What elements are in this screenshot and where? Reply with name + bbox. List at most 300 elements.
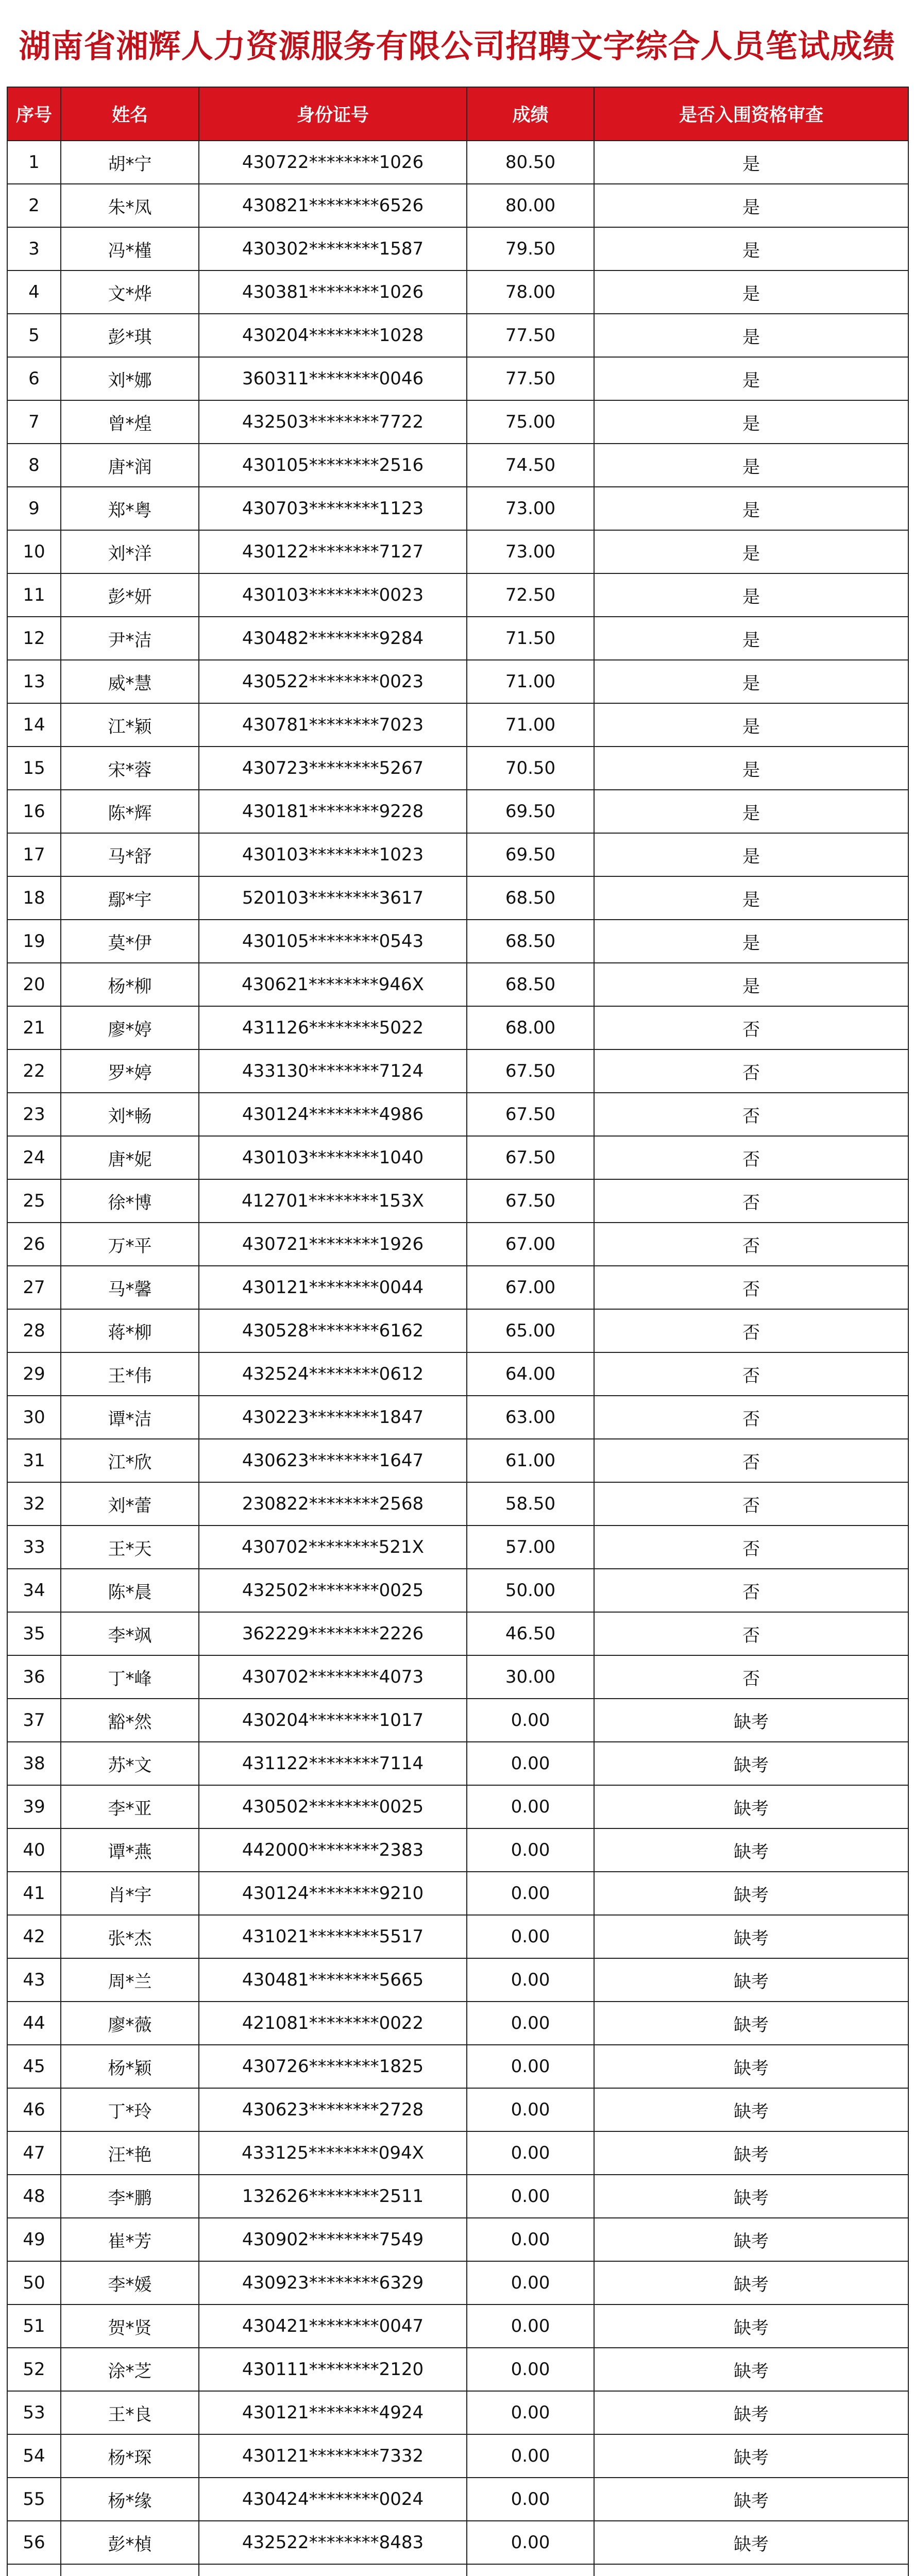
cell-score: 0.00 (467, 2175, 594, 2218)
table-row (7, 1049, 908, 1093)
cell-name: 彭*妍 (61, 573, 199, 617)
cell-id-number: 430181********9228 (199, 790, 467, 833)
cell-shortlisted: 缺考 (594, 2002, 908, 2045)
cell-shortlisted: 否 (594, 1612, 908, 1655)
cell-shortlisted: 否 (594, 1136, 908, 1179)
table-row (7, 2088, 908, 2131)
cell-score: 68.50 (467, 963, 594, 1006)
cell-shortlisted: 缺考 (594, 2218, 908, 2261)
cell-id-number: 432502********0025 (199, 1569, 467, 1612)
table-row (7, 2261, 908, 2304)
table-row (7, 1223, 908, 1266)
cell-shortlisted: 否 (594, 1179, 908, 1223)
cell-name: 豁*然 (61, 1699, 199, 1742)
cell-serial: 32 (7, 1482, 61, 1526)
cell-score: 74.50 (467, 444, 594, 487)
cell-name: 刘*蕾 (61, 1482, 199, 1526)
table-header (7, 87, 908, 141)
cell-score: 0.00 (467, 2348, 594, 2391)
cell-name: 刘*洋 (61, 530, 199, 573)
cell-name: 贺*贤 (61, 2304, 199, 2348)
cell-id-number: 432522********8483 (199, 2521, 467, 2564)
cell-name: 威*慧 (61, 660, 199, 703)
table-row (7, 1179, 908, 1223)
cell-score: 69.50 (467, 833, 594, 876)
table-row (7, 141, 908, 184)
cell-serial: 50 (7, 2261, 61, 2304)
cell-shortlisted: 否 (594, 1482, 908, 1526)
cell-serial: 11 (7, 573, 61, 617)
cell-id-number: 430204********1017 (199, 1699, 467, 1742)
table-row (7, 530, 908, 573)
cell-serial: 29 (7, 1352, 61, 1396)
cell-serial: 19 (7, 920, 61, 963)
cell-name: 周*兰 (61, 1958, 199, 2002)
cell-score: 65.00 (467, 1309, 594, 1352)
cell-score: 0.00 (467, 2521, 594, 2564)
table-row (7, 2348, 908, 2391)
cell-score: 73.00 (467, 530, 594, 573)
cell-name: 郑*粤 (61, 487, 199, 530)
cell-serial: 5 (7, 314, 61, 357)
table-row (7, 1872, 908, 1915)
table-row (7, 2478, 908, 2521)
table-row (7, 1828, 908, 1872)
table-row (7, 2304, 908, 2348)
cell-serial: 54 (7, 2434, 61, 2478)
cell-serial: 1 (7, 141, 61, 184)
cell-shortlisted: 是 (594, 400, 908, 444)
cell-serial: 43 (7, 1958, 61, 2002)
cell-score: 73.00 (467, 487, 594, 530)
cell-id-number: 433130********7124 (199, 1049, 467, 1093)
cell-score: 0.00 (467, 1915, 594, 1958)
table-row (7, 1093, 908, 1136)
table-row (7, 2434, 908, 2478)
cell-shortlisted: 否 (594, 1093, 908, 1136)
cell-score: 77.50 (467, 314, 594, 357)
cell-serial: 49 (7, 2218, 61, 2261)
cell-id-number: 430481********5665 (199, 1958, 467, 2002)
cell-serial: 30 (7, 1396, 61, 1439)
table-row (7, 920, 908, 963)
cell-score: 61.00 (467, 1439, 594, 1482)
table-row (7, 703, 908, 747)
cell-serial: 25 (7, 1179, 61, 1223)
cell-serial: 56 (7, 2521, 61, 2564)
cell-name: 苏*文 (61, 1742, 199, 1785)
cell-id-number: 430103********1023 (199, 833, 467, 876)
table-row (7, 1569, 908, 1612)
cell-name: 万*平 (61, 1223, 199, 1266)
cell-score: 64.00 (467, 1352, 594, 1396)
cell-score: 67.50 (467, 1049, 594, 1093)
table-row (7, 963, 908, 1006)
cell-shortlisted: 是 (594, 833, 908, 876)
cell-name: 鄢*宇 (61, 876, 199, 920)
cell-score: 70.50 (467, 747, 594, 790)
cell-score: 78.00 (467, 270, 594, 314)
cell-name: 王*天 (61, 1526, 199, 1569)
cell-name (61, 2564, 199, 2576)
table-row (7, 314, 908, 357)
cell-shortlisted: 缺考 (594, 1742, 908, 1785)
cell-id-number: 432524********0612 (199, 1352, 467, 1396)
cell-serial: 51 (7, 2304, 61, 2348)
cell-id-number: 430702********521X (199, 1526, 467, 1569)
cell-name: 杨*颖 (61, 2045, 199, 2088)
cell-id-number: 430781********7023 (199, 703, 467, 747)
cell-shortlisted: 是 (594, 487, 908, 530)
table-row (7, 2391, 908, 2434)
cell-score: 75.00 (467, 400, 594, 444)
cell-shortlisted: 缺考 (594, 1699, 908, 1742)
table-row (7, 790, 908, 833)
table-row (7, 617, 908, 660)
cell-id-number: 132626********2511 (199, 2175, 467, 2218)
table-row (7, 487, 908, 530)
cell-serial: 28 (7, 1309, 61, 1352)
header-serial: 序号 (7, 87, 61, 141)
table-row (7, 747, 908, 790)
cell-serial: 23 (7, 1093, 61, 1136)
table-row (7, 2564, 908, 2576)
cell-serial: 40 (7, 1828, 61, 1872)
cell-serial: 17 (7, 833, 61, 876)
cell-serial: 8 (7, 444, 61, 487)
cell-id-number: 430105********0543 (199, 920, 467, 963)
table-row (7, 1655, 908, 1699)
table-row (7, 357, 908, 400)
cell-score: 80.50 (467, 141, 594, 184)
cell-score: 0.00 (467, 1958, 594, 2002)
table-row (7, 184, 908, 227)
cell-serial: 20 (7, 963, 61, 1006)
cell-name: 汪*艳 (61, 2131, 199, 2175)
cell-id-number: 430702********4073 (199, 1655, 467, 1699)
cell-id-number: 430821********6526 (199, 184, 467, 227)
cell-name: 涂*芝 (61, 2348, 199, 2391)
cell-id-number: 431126********5022 (199, 1006, 467, 1049)
table-row (7, 1352, 908, 1396)
cell-shortlisted: 是 (594, 573, 908, 617)
cell-name: 胡*宁 (61, 141, 199, 184)
cell-serial: 24 (7, 1136, 61, 1179)
cell-name: 江*颖 (61, 703, 199, 747)
cell-name: 丁*峰 (61, 1655, 199, 1699)
cell-id-number: 430421********0047 (199, 2304, 467, 2348)
cell-name: 莫*伊 (61, 920, 199, 963)
cell-serial: 3 (7, 227, 61, 270)
cell-name: 唐*妮 (61, 1136, 199, 1179)
cell-serial: 2 (7, 184, 61, 227)
header-row (7, 87, 908, 141)
cell-score: 68.50 (467, 876, 594, 920)
cell-serial: 46 (7, 2088, 61, 2131)
cell-score: 67.50 (467, 1136, 594, 1179)
cell-shortlisted: 否 (594, 1569, 908, 1612)
cell-name: 李*媛 (61, 2261, 199, 2304)
cell-name: 蒋*柳 (61, 1309, 199, 1352)
cell-shortlisted: 是 (594, 227, 908, 270)
cell-score: 67.00 (467, 1266, 594, 1309)
cell-score: 58.50 (467, 1482, 594, 1526)
cell-name: 王*良 (61, 2391, 199, 2434)
cell-score: 0.00 (467, 2088, 594, 2131)
table-row (7, 1915, 908, 1958)
cell-name: 杨*琛 (61, 2434, 199, 2478)
cell-id-number: 520103********3617 (199, 876, 467, 920)
cell-shortlisted: 缺考 (594, 2261, 908, 2304)
cell-shortlisted: 缺考 (594, 2391, 908, 2434)
table-row (7, 1309, 908, 1352)
table-row (7, 2131, 908, 2175)
cell-id-number: 430528********6162 (199, 1309, 467, 1352)
cell-name: 崔*芳 (61, 2218, 199, 2261)
cell-id-number: 430381********1026 (199, 270, 467, 314)
cell-name: 丁*玲 (61, 2088, 199, 2131)
cell-id-number: 430121********4924 (199, 2391, 467, 2434)
cell-shortlisted: 缺考 (594, 2304, 908, 2348)
cell-name: 彭*楨 (61, 2521, 199, 2564)
table-row (7, 1526, 908, 1569)
table-row (7, 1482, 908, 1526)
cell-name: 刘*畅 (61, 1093, 199, 1136)
scores-table (7, 87, 909, 2576)
cell-shortlisted: 否 (594, 1396, 908, 1439)
cell-name: 冯*槿 (61, 227, 199, 270)
cell-shortlisted: 缺考 (594, 1785, 908, 1828)
cell-serial: 21 (7, 1006, 61, 1049)
table-row (7, 1136, 908, 1179)
cell-id-number: 430223********1847 (199, 1396, 467, 1439)
cell-score: 67.50 (467, 1093, 594, 1136)
cell-serial: 9 (7, 487, 61, 530)
cell-id-number: 430124********4986 (199, 1093, 467, 1136)
table-row (7, 1785, 908, 1828)
cell-score: 0.00 (467, 1828, 594, 1872)
cell-name: 李*鹏 (61, 2175, 199, 2218)
cell-shortlisted: 是 (594, 790, 908, 833)
cell-name: 宋*蓉 (61, 747, 199, 790)
table-row (7, 573, 908, 617)
cell-score: 80.00 (467, 184, 594, 227)
cell-score: 77.50 (467, 357, 594, 400)
cell-name: 谭*洁 (61, 1396, 199, 1439)
cell-name: 彭*琪 (61, 314, 199, 357)
table-row (7, 1958, 908, 2002)
cell-name: 王*伟 (61, 1352, 199, 1396)
cell-shortlisted: 是 (594, 141, 908, 184)
header-shortlisted: 是否入围资格审查 (594, 87, 908, 141)
cell-id-number: 430105********2516 (199, 444, 467, 487)
cell-score: 0.00 (467, 2131, 594, 2175)
cell-shortlisted: 是 (594, 617, 908, 660)
cell-name: 文*烨 (61, 270, 199, 314)
cell-id-number: 430103********1040 (199, 1136, 467, 1179)
cell-shortlisted: 是 (594, 530, 908, 573)
cell-id-number: 430623********1647 (199, 1439, 467, 1482)
table-row (7, 444, 908, 487)
table-row (7, 1006, 908, 1049)
cell-serial: 22 (7, 1049, 61, 1093)
cell-shortlisted: 否 (594, 1655, 908, 1699)
cell-shortlisted: 是 (594, 314, 908, 357)
table-row (7, 2521, 908, 2564)
table-row (7, 1699, 908, 1742)
cell-name: 马*馨 (61, 1266, 199, 1309)
cell-id-number: 442000********2383 (199, 1828, 467, 1872)
cell-shortlisted: 否 (594, 1223, 908, 1266)
cell-id-number: 430721********1926 (199, 1223, 467, 1266)
cell-id-number (199, 2564, 467, 2576)
cell-serial: 10 (7, 530, 61, 573)
cell-score: 0.00 (467, 2218, 594, 2261)
table-row (7, 2002, 908, 2045)
cell-name: 陈*辉 (61, 790, 199, 833)
cell-id-number: 412701********153X (199, 1179, 467, 1223)
cell-serial: 12 (7, 617, 61, 660)
cell-id-number: 430482********9284 (199, 617, 467, 660)
cell-shortlisted: 否 (594, 1352, 908, 1396)
cell-score: 0.00 (467, 1742, 594, 1785)
cell-shortlisted: 是 (594, 184, 908, 227)
cell-serial: 14 (7, 703, 61, 747)
cell-shortlisted: 缺考 (594, 2521, 908, 2564)
table-row (7, 1612, 908, 1655)
cell-shortlisted: 是 (594, 876, 908, 920)
cell-score: 71.50 (467, 617, 594, 660)
cell-shortlisted: 是 (594, 357, 908, 400)
cell-score: 0.00 (467, 1785, 594, 1828)
cell-id-number: 430124********9210 (199, 1872, 467, 1915)
cell-serial: 47 (7, 2131, 61, 2175)
cell-serial: 13 (7, 660, 61, 703)
cell-name: 马*舒 (61, 833, 199, 876)
cell-id-number: 431021********5517 (199, 1915, 467, 1958)
table-row (7, 1742, 908, 1785)
cell-id-number: 430621********946X (199, 963, 467, 1006)
cell-shortlisted: 缺考 (594, 2045, 908, 2088)
cell-shortlisted: 缺考 (594, 1828, 908, 1872)
cell-serial: 42 (7, 1915, 61, 1958)
document-title: 湖南省湘辉人力资源服务有限公司招聘文字综合人员笔试成绩 (19, 27, 895, 65)
cell-serial: 48 (7, 2175, 61, 2218)
cell-id-number: 430424********0024 (199, 2478, 467, 2521)
cell-shortlisted: 缺考 (594, 2478, 908, 2521)
cell-name: 朱*凤 (61, 184, 199, 227)
cell-shortlisted: 缺考 (594, 2088, 908, 2131)
cell-serial: 55 (7, 2478, 61, 2521)
cell-score: 0.00 (467, 2478, 594, 2521)
cell-shortlisted: 是 (594, 963, 908, 1006)
cell-serial: 7 (7, 400, 61, 444)
cell-id-number: 430722********1026 (199, 141, 467, 184)
table-row (7, 1266, 908, 1309)
table-row (7, 2175, 908, 2218)
table-body (7, 141, 908, 2576)
cell-shortlisted: 是 (594, 920, 908, 963)
cell-score: 0.00 (467, 2434, 594, 2478)
cell-serial: 6 (7, 357, 61, 400)
cell-id-number: 430902********7549 (199, 2218, 467, 2261)
cell-shortlisted (594, 2564, 908, 2576)
cell-name: 杨*缘 (61, 2478, 199, 2521)
cell-score: 63.00 (467, 1396, 594, 1439)
cell-serial: 4 (7, 270, 61, 314)
cell-id-number: 430522********0023 (199, 660, 467, 703)
cell-serial: 34 (7, 1569, 61, 1612)
cell-shortlisted: 是 (594, 444, 908, 487)
table-row (7, 2218, 908, 2261)
cell-serial: 39 (7, 1785, 61, 1828)
cell-serial: 36 (7, 1655, 61, 1699)
cell-name: 李*飒 (61, 1612, 199, 1655)
cell-serial: 27 (7, 1266, 61, 1309)
cell-score: 69.50 (467, 790, 594, 833)
cell-score: 46.50 (467, 1612, 594, 1655)
cell-shortlisted: 是 (594, 270, 908, 314)
cell-serial: 41 (7, 1872, 61, 1915)
cell-serial: 33 (7, 1526, 61, 1569)
cell-score: 30.00 (467, 1655, 594, 1699)
cell-name: 肖*宇 (61, 1872, 199, 1915)
cell-name: 刘*娜 (61, 357, 199, 400)
cell-serial: 15 (7, 747, 61, 790)
cell-shortlisted: 缺考 (594, 2348, 908, 2391)
cell-score: 68.50 (467, 920, 594, 963)
header-score: 成绩 (467, 87, 594, 141)
header-name: 姓名 (61, 87, 199, 141)
cell-id-number: 430204********1028 (199, 314, 467, 357)
cell-score: 0.00 (467, 2304, 594, 2348)
cell-score: 0.00 (467, 2261, 594, 2304)
cell-name: 谭*燕 (61, 1828, 199, 1872)
cell-id-number: 430111********2120 (199, 2348, 467, 2391)
table-row (7, 2045, 908, 2088)
cell-score: 67.00 (467, 1223, 594, 1266)
cell-shortlisted: 否 (594, 1439, 908, 1482)
cell-shortlisted: 缺考 (594, 1872, 908, 1915)
cell-id-number: 430726********1825 (199, 2045, 467, 2088)
cell-name: 曾*煌 (61, 400, 199, 444)
cell-serial: 35 (7, 1612, 61, 1655)
cell-name: 江*欣 (61, 1439, 199, 1482)
cell-id-number: 362229********2226 (199, 1612, 467, 1655)
cell-name: 廖*薇 (61, 2002, 199, 2045)
cell-id-number: 430302********1587 (199, 227, 467, 270)
cell-shortlisted: 是 (594, 660, 908, 703)
cell-id-number: 430923********6329 (199, 2261, 467, 2304)
cell-serial: 16 (7, 790, 61, 833)
table-row (7, 1396, 908, 1439)
cell-score: 71.00 (467, 660, 594, 703)
cell-shortlisted: 缺考 (594, 2131, 908, 2175)
cell-shortlisted: 是 (594, 747, 908, 790)
cell-serial: 45 (7, 2045, 61, 2088)
table-row (7, 876, 908, 920)
cell-shortlisted: 缺考 (594, 2175, 908, 2218)
cell-score: 0.00 (467, 2002, 594, 2045)
cell-name: 廖*婷 (61, 1006, 199, 1049)
table-row (7, 227, 908, 270)
cell-serial: 37 (7, 1699, 61, 1742)
cell-score: 0.00 (467, 1872, 594, 1915)
cell-shortlisted: 否 (594, 1049, 908, 1093)
cell-id-number: 430121********0044 (199, 1266, 467, 1309)
cell-score: 57.00 (467, 1526, 594, 1569)
cell-name: 李*亚 (61, 1785, 199, 1828)
